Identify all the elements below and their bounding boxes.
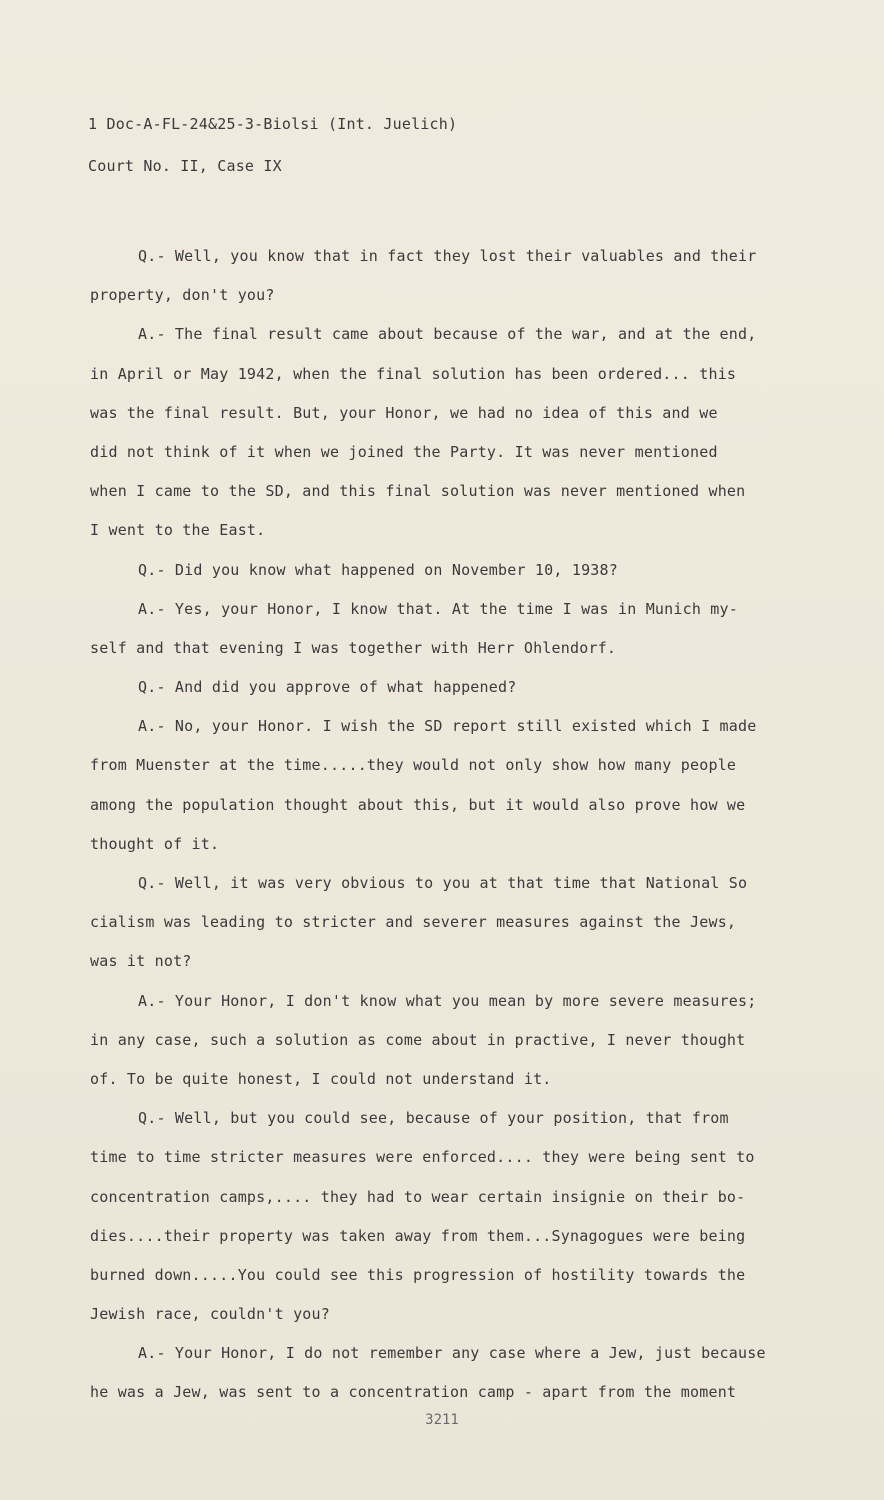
transcript-line: property, don't you? [90, 286, 275, 305]
transcript-line: of. To be quite honest, I could not understand it. [90, 1069, 552, 1088]
transcript-line: time to time stricter measures were enforced.... they were being sent to [90, 1148, 755, 1167]
transcript-line: from Muenster at the time.....they would not only show how many people [90, 756, 737, 775]
transcript-line: A.- No, your Honor. I wish the SD report still existed which I made [138, 717, 757, 736]
transcript-line: A.- The final result came about because of the war, and at the end, [138, 325, 757, 344]
transcript-line: dies....their property was taken away from them...Synagogues were being [90, 1226, 746, 1245]
transcript-line: Jewish race, couldn't you? [90, 1305, 330, 1324]
transcript-line: when I came to the SD, and this final solution was never mentioned when [90, 482, 746, 501]
transcript-line: Q.- Did you know what happened on November 10, 1938? [138, 560, 618, 579]
transcript-line: A.- Your Honor, I don't know what you mean by more severe measures; [138, 991, 757, 1010]
transcript-line: Q.- Well, but you could see, because of your position, that from [138, 1109, 729, 1128]
transcript-line: A.- Yes, your Honor, I know that. At the time I was in Munich my- [138, 599, 738, 618]
court-case-line: Court No. II, Case IX [88, 157, 282, 175]
transcript-line: was it not? [90, 952, 192, 971]
transcript-line: A.- Your Honor, I do not remember any case where a Jew, just because [138, 1344, 766, 1363]
transcript-line: in any case, such a solution as come about in practive, I never thought [90, 1030, 746, 1049]
transcript-line: was the final result. But, your Honor, we had no idea of this and we [90, 403, 718, 422]
transcript-line: self and that evening I was together with Herr Ohlendorf. [90, 638, 617, 657]
transcript-line: he was a Jew, was sent to a concentration camp - apart from the moment [90, 1383, 737, 1402]
transcript-line: Q.- Well, you know that in fact they lost their valuables and their [138, 247, 757, 265]
transcript-line: burned down.....You could see this progression of hostility towards the [90, 1265, 746, 1284]
transcript-body [90, 244, 790, 1420]
transcript-line: Q.- Well, it was very obvious to you at that time that National So [138, 874, 748, 892]
transcript-line: among the population thought about this, but it would also prove how we [90, 795, 746, 814]
transcript-line: I went to the East. [90, 521, 266, 540]
transcript-line: did not think of it when we joined the Party. It was never mentioned [90, 442, 718, 461]
transcript-line: cialism was leading to stricter and severer measures against the Jews, [90, 913, 737, 932]
document-header [88, 112, 457, 196]
page-number: 3211 [425, 1412, 459, 1428]
document-reference: 1 Doc-A-FL-24&25-3-Biolsi (Int. Juelich) [88, 115, 458, 133]
transcript-line: thought of it. [90, 834, 220, 853]
transcript-line: concentration camps,.... they had to wear certain insignie on their bo- [90, 1187, 746, 1206]
transcript-line: in April or May 1942, when the final solution has been ordered... this [90, 364, 737, 383]
transcript-line: Q.- And did you approve of what happened? [138, 678, 517, 697]
